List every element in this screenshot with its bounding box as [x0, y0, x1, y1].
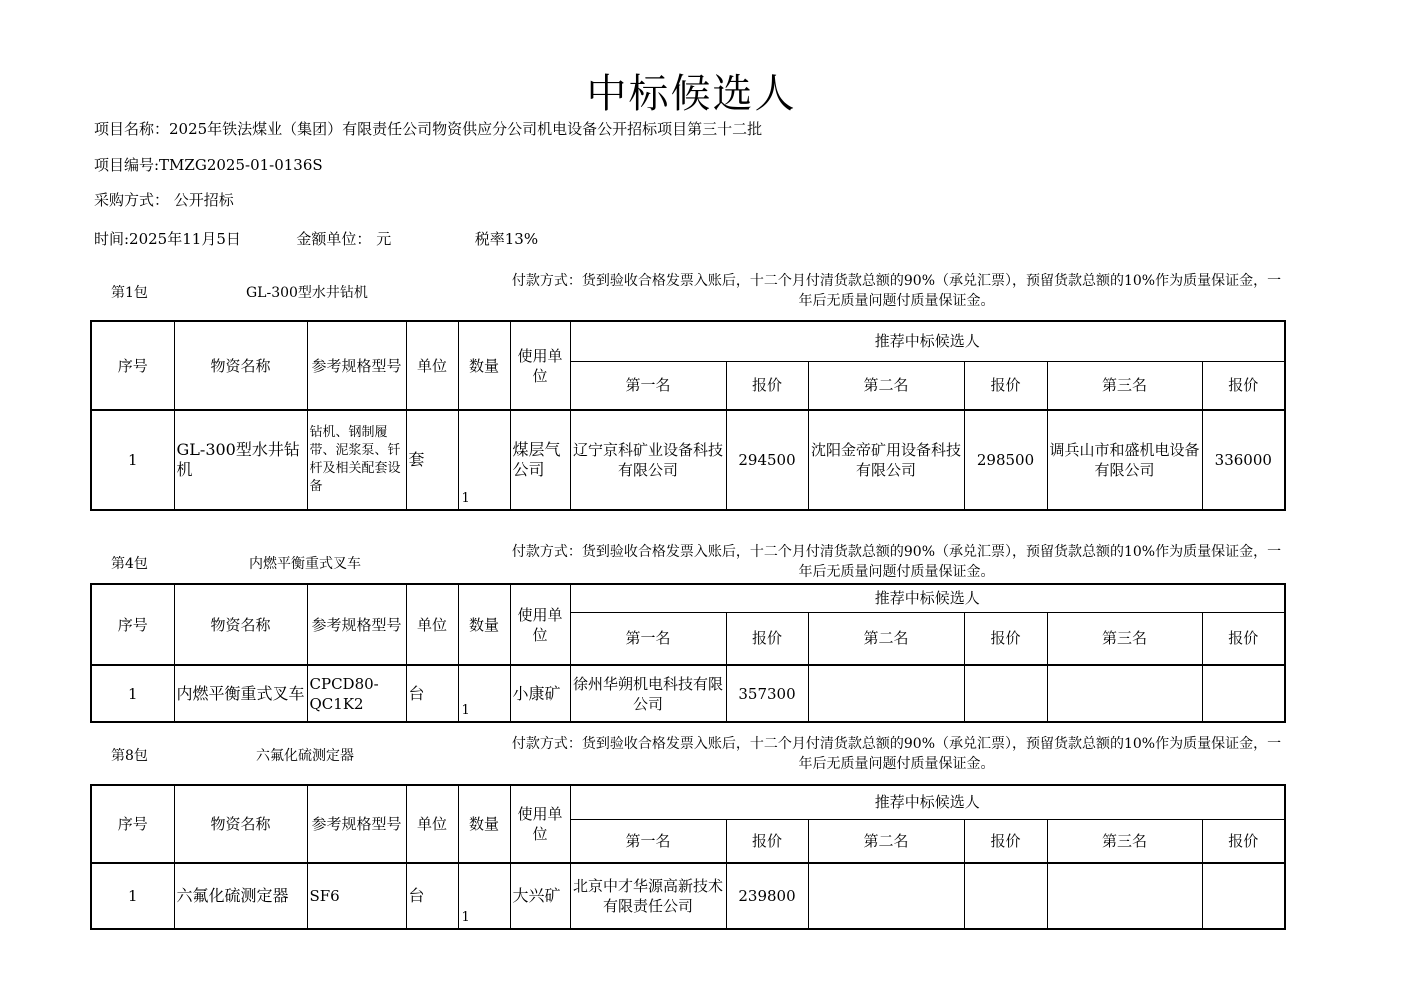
header-second: 第二名	[808, 819, 964, 863]
row-qty: 1	[458, 410, 510, 510]
row-first: 辽宁京科矿业设备科技有限公司	[570, 410, 726, 510]
row-user: 小康矿	[510, 665, 570, 722]
package-name: 内燃平衡重式叉车	[249, 556, 361, 572]
purchase-method: 采购方式： 公开招标	[94, 191, 234, 209]
row-seq: 1	[91, 863, 174, 929]
header-name: 物资名称	[174, 321, 307, 410]
package-name: GL-300型水井钻机	[246, 285, 368, 301]
header-seq: 序号	[91, 321, 174, 410]
row-second-price: 298500	[964, 410, 1047, 510]
header-spec: 参考规格型号	[307, 785, 406, 863]
payment-terms: 付款方式：货到验收合格发票入账后，十二个月付清货款总额的90%（承兑汇票），预留货款总额的10%作为质量保证金，一年后无质量问题付质量保证金。	[511, 736, 1282, 772]
header-qty: 数量	[458, 785, 510, 863]
header-recommend: 推荐中标候选人	[570, 584, 1285, 612]
header-user: 使用单位	[510, 584, 570, 665]
package-number: 第1包	[111, 285, 148, 301]
header-second: 第二名	[808, 361, 964, 410]
project-name: 项目名称：2025年铁法煤业（集团）有限责任公司物资供应分公司机电设备公开招标项目第三十二批	[94, 120, 763, 138]
header-seq: 序号	[91, 785, 174, 863]
header-price: 报价	[726, 361, 808, 410]
package-number: 第4包	[111, 556, 148, 572]
header-price: 报价	[964, 819, 1047, 863]
header-unit: 单位	[406, 584, 458, 665]
row-first: 徐州华朔机电科技有限公司	[570, 665, 726, 722]
header-unit: 单位	[406, 785, 458, 863]
header-price: 报价	[726, 819, 808, 863]
row-spec: SF6	[307, 863, 406, 929]
header-price: 报价	[964, 612, 1047, 665]
candidate-table	[90, 784, 1286, 930]
payment-terms: 付款方式：货到验收合格发票入账后，十二个月付清货款总额的90%（承兑汇票），预留货款总额的10%作为质量保证金，一年后无质量问题付质量保证金。	[511, 544, 1282, 580]
header-price: 报价	[1202, 361, 1285, 410]
row-seq: 1	[91, 665, 174, 722]
row-unit: 台	[406, 863, 458, 929]
row-second	[808, 665, 964, 722]
row-first-price: 294500	[726, 410, 808, 510]
table-row	[91, 410, 1285, 510]
candidate-table	[90, 583, 1286, 723]
row-third	[1047, 863, 1202, 929]
row-spec: 钻机、钢制履带、泥浆泵、钎杆及相关配套设备	[307, 410, 406, 510]
header-first: 第一名	[570, 819, 726, 863]
row-third-price: 336000	[1202, 410, 1285, 510]
row-name: 内燃平衡重式叉车	[174, 665, 307, 722]
header-third: 第三名	[1047, 612, 1202, 665]
payment-terms: 付款方式：货到验收合格发票入账后，十二个月付清货款总额的90%（承兑汇票），预留货款总额的10%作为质量保证金，一年后无质量问题付质量保证金。	[511, 273, 1282, 309]
row-third-price	[1202, 665, 1285, 722]
row-second: 沈阳金帝矿用设备科技有限公司	[808, 410, 964, 510]
row-second-price	[964, 863, 1047, 929]
row-third	[1047, 665, 1202, 722]
page-title: 中标候选人	[586, 71, 797, 117]
header-spec: 参考规格型号	[307, 584, 406, 665]
header-qty: 数量	[458, 321, 510, 410]
row-name: GL-300型水井钻机	[174, 410, 307, 510]
header-recommend: 推荐中标候选人	[570, 321, 1285, 361]
candidate-table	[90, 320, 1286, 511]
header-third: 第三名	[1047, 819, 1202, 863]
row-seq: 1	[91, 410, 174, 510]
meta-line	[94, 228, 538, 249]
row-qty: 1	[458, 863, 510, 929]
header-first: 第一名	[570, 612, 726, 665]
row-third: 调兵山市和盛机电设备有限公司	[1047, 410, 1202, 510]
row-third-price	[1202, 863, 1285, 929]
header-spec: 参考规格型号	[307, 321, 406, 410]
row-second-price	[964, 665, 1047, 722]
header-price: 报价	[1202, 612, 1285, 665]
row-first-price: 357300	[726, 665, 808, 722]
header-price: 报价	[726, 612, 808, 665]
row-unit: 套	[406, 410, 458, 510]
header-unit: 单位	[406, 321, 458, 410]
header-first: 第一名	[570, 361, 726, 410]
package-number: 第8包	[111, 748, 148, 764]
table-row	[91, 665, 1285, 722]
header-name: 物资名称	[174, 584, 307, 665]
header-second: 第二名	[808, 612, 964, 665]
row-user: 大兴矿	[510, 863, 570, 929]
currency-unit: 金额单位： 元	[296, 230, 392, 248]
project-number: 项目编号:TMZG2025-01-0136S	[94, 156, 323, 174]
header-seq: 序号	[91, 584, 174, 665]
header-third: 第三名	[1047, 361, 1202, 410]
header-price: 报价	[1202, 819, 1285, 863]
header-price: 报价	[964, 361, 1047, 410]
tax-rate: 税率13%	[474, 230, 539, 248]
row-unit: 台	[406, 665, 458, 722]
row-qty: 1	[458, 665, 510, 722]
header-recommend: 推荐中标候选人	[570, 785, 1285, 819]
row-spec: CPCD80-QC1K2	[307, 665, 406, 722]
header-user: 使用单位	[510, 785, 570, 863]
header-name: 物资名称	[174, 785, 307, 863]
header-qty: 数量	[458, 584, 510, 665]
row-user: 煤层气公司	[510, 410, 570, 510]
row-first: 北京中才华源高新技术有限责任公司	[570, 863, 726, 929]
table-row	[91, 863, 1285, 929]
row-first-price: 239800	[726, 863, 808, 929]
header-user: 使用单位	[510, 321, 570, 410]
row-second	[808, 863, 964, 929]
row-name: 六氟化硫测定器	[174, 863, 307, 929]
package-name: 六氟化硫测定器	[256, 748, 354, 764]
date: 时间:2025年11月5日	[94, 230, 241, 248]
